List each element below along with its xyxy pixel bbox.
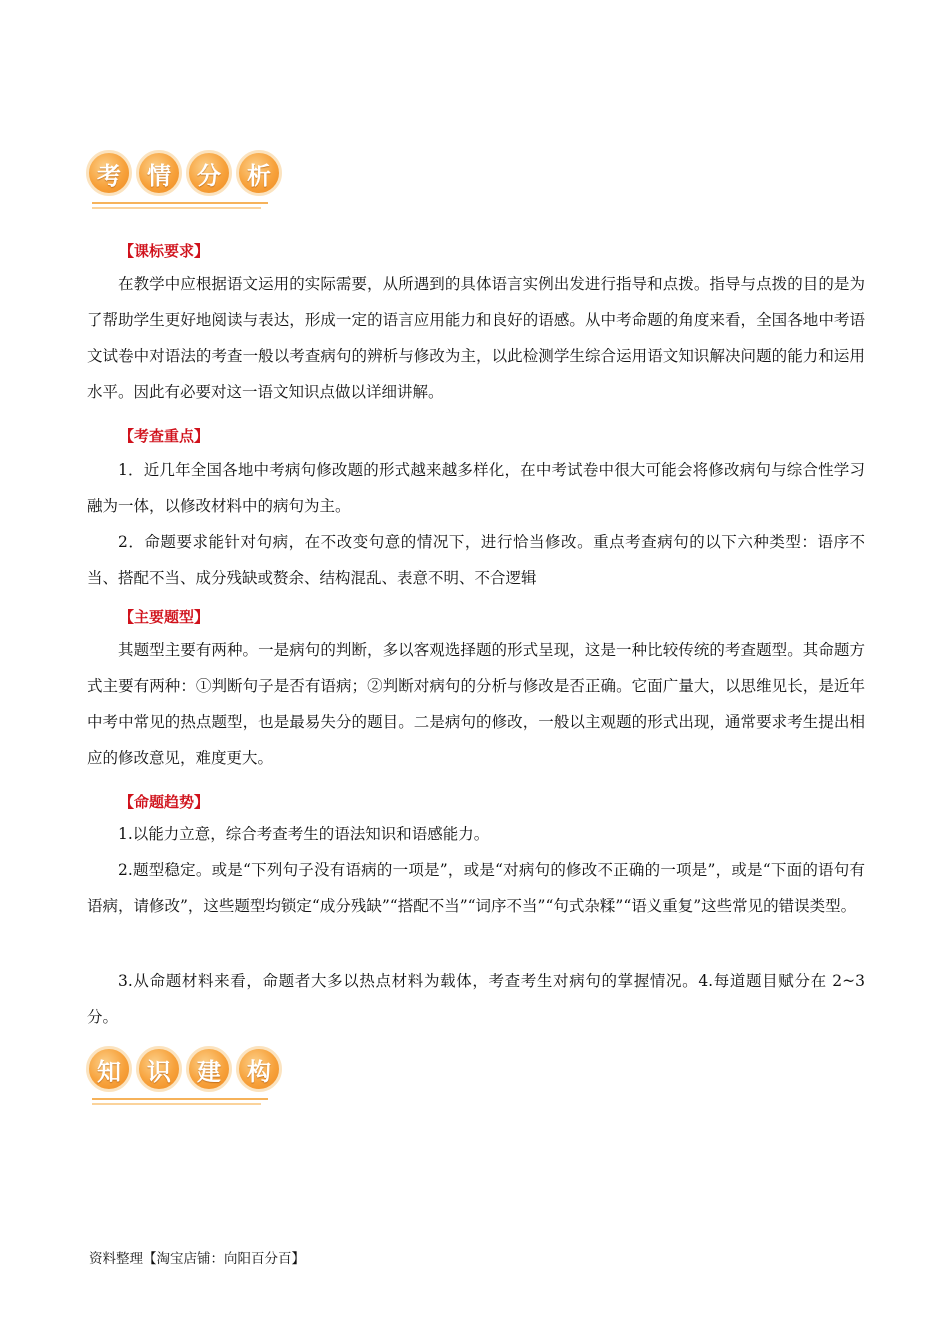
heading-focus: 【考查重点】 (119, 427, 210, 445)
heading-types: 【主要题型】 (119, 608, 210, 626)
banner-underline (92, 202, 268, 212)
banner-char: 分 (186, 150, 232, 196)
paragraph-trend-1: 1.以能力立意，综合考查考生的语法知识和语感能力。 (118, 825, 490, 843)
paragraph-trend-3: 3.从命题材料来看，命题者大多以热点材料为载体，考查考生对病句的掌握情况。4.每道题目赋分在 2~3 分。 (87, 972, 865, 1026)
banner-char: 情 (136, 150, 182, 196)
paragraph-focus-2: 2．命题要求能针对句病，在不改变句意的情况下，进行恰当修改。重点考查病句的以下六种类型：语序不当、搭配不当、成分残缺或赘余、结构混乱、表意不明、不合逻辑 (87, 533, 865, 587)
heading-curriculum: 【课标要求】 (119, 242, 210, 260)
banner-char: 考 (86, 150, 132, 196)
banner-char: 构 (236, 1046, 282, 1092)
paragraph-trend-2: 2.题型稳定。或是“下列句子没有语病的一项是”，或是“对病句的修改不正确的一项是”，或是“下面的语句有语病，请修改”，这些题型均锁定“成分残缺”“搭配不当”“词序不当”“句式杂糅”“语义重复”这些常见的错误类型。 (87, 861, 865, 915)
footer-note: 资料整理【淘宝店铺：向阳百分百】 (89, 1251, 305, 1267)
paragraph-types: 其题型主要有两种。一是病句的判断，多以客观选择题的形式呈现，这是一种比较传统的考查题型。其命题方式主要有两种：①判断句子是否有语病；②判断对病句的分析与修改是否正确。它面广量大，以思维见长，是近年中考中常见的热点题型，也是最易失分的题目。二是病句的修改，一般以主观题的形式出现，通常要求考生提出相应的修改意见，难度更大。 (87, 641, 865, 767)
section-banner-knowledge (86, 1046, 270, 1110)
heading-trend: 【命题趋势】 (119, 793, 210, 811)
banner-char: 知 (86, 1046, 132, 1092)
paragraph-focus-1: 1．近几年全国各地中考病句修改题的形式越来越多样化，在中考试卷中很大可能会将修改病句与综合性学习融为一体，以修改材料中的病句为主。 (87, 461, 865, 515)
banner-char: 识 (136, 1046, 182, 1092)
paragraph-curriculum: 在教学中应根据语文运用的实际需要，从所遇到的具体语言实例出发进行指导和点拨。指导与点拨的目的是为了帮助学生更好地阅读与表达，形成一定的语言应用能力和良好的语感。从中考命题的角度来看，全国各地中考语文试卷中对语法的考查一般以考查病句的辨析与修改为主，以此检测学生综合运用语文知识解决问题的能力和运用水平。因此有必要对这一语文知识点做以详细讲解。 (87, 275, 865, 401)
banner-char: 建 (186, 1046, 232, 1092)
banner-char: 析 (236, 150, 282, 196)
banner-underline (92, 1098, 268, 1108)
section-banner-analysis (86, 150, 270, 214)
